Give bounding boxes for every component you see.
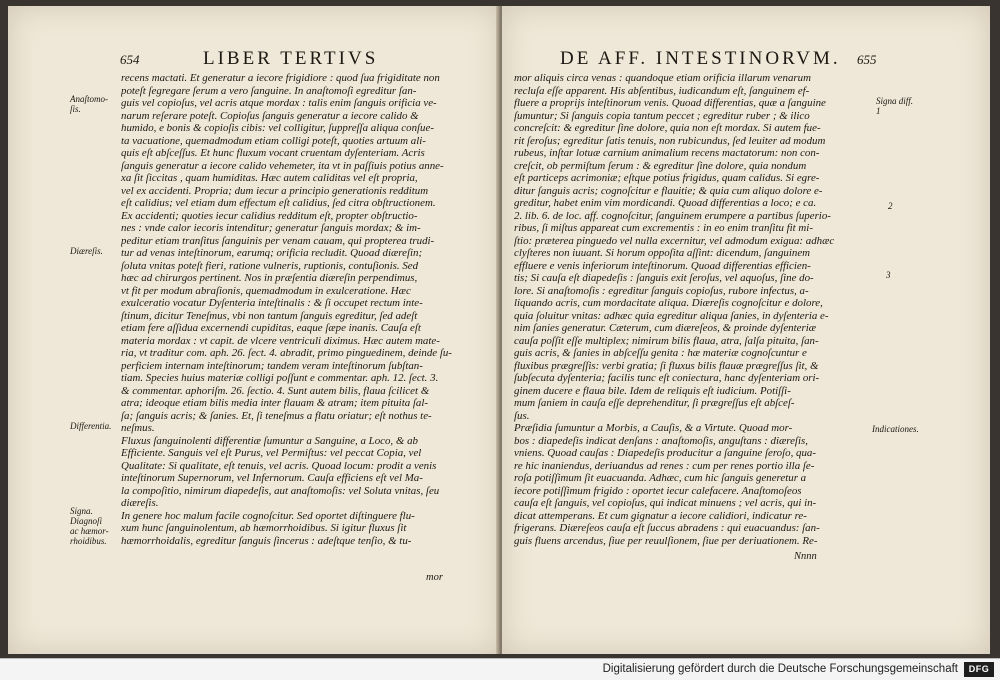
funding-notice: Digitalisierung gefördert durch die Deutsche Forschungsgemeinschaft — [602, 663, 958, 675]
text-line: & commentar. aphoriſm. 26. ſectio. 4. Sunt autem bilis, flaua ſcilicet & — [121, 384, 430, 397]
text-line: eſt particeps acrimoniæ; eſtque potius frigidus, quam calidus. Si egre- — [514, 172, 820, 184]
text-line: ſoluta vnitas poteſt fieri, ratione vulneris, ruptionis, contuſionis. Sed — [121, 259, 419, 272]
footer-bar — [0, 658, 1000, 680]
text-line: ſus. — [514, 409, 530, 422]
text-line: Ex accidenti; quoties iecur calidius redditum eſt, propter obſtructio- — [121, 209, 418, 222]
text-line: Qualitate: Si qualitate, eſt tenuis, vel acris. Quoad locum: prodit a venis — [121, 459, 437, 472]
text-line: neſmus. — [121, 422, 155, 434]
text-line: Præſidia ſumuntur a Morbis, a Cauſis, & a Virtute. Quoad mor- — [514, 422, 793, 434]
text-line: ſumuntur; Si ſanguis copia tantum peccet ; egreditur ruber ; & ilico — [514, 109, 810, 122]
text-line: la compoſitio, nimirum diapedeſis, aut anaſtomoſis: vel Soluta vnitas, ſeu — [121, 484, 440, 497]
text-line: hæmorrhoidalis, egreditur ſanguis ſincerus : adeſtque tenſio, & tu- — [121, 534, 412, 547]
text-line: perficiem internam inteſtinorum; tandem veram inteſtinorum ſubſtan- — [121, 359, 423, 372]
text-line: recens mactati. Et generatur a iecore frigidiore : quod ſua frigiditate non — [121, 72, 440, 84]
text-line: xa ſit ſiccitas , quam humiditas. Hæc autem caliditas vel eſt propria, — [121, 172, 418, 184]
text-line: ſubſecuta dyſenteria; facilis tunc eſt coniectura, hanc dyſenteriam ori- — [514, 372, 820, 384]
left-page — [8, 6, 500, 654]
catchword: mor — [426, 572, 443, 583]
text-line: rit ſeroſus; egreditur ſatis tenuis, non rubicundus, ſed leuiter ad modum — [514, 134, 826, 147]
text-line: ginem ducere e flaua bile. Idem de reliquis eſt iudicium. Potiſſi- — [514, 384, 791, 397]
text-line: guis fluens arcendus, ſiue per reuulſionem, ſiue per deriuationem. Re- — [514, 534, 818, 547]
text-line: peditur etiam tranſitus ſanguinis per venam cauam, qui propterea trudi- — [121, 234, 435, 247]
text-line: roſa potiſſimum ſit euacuanda. Adhæc, cum hic ſanguis generetur a — [514, 472, 807, 484]
text-line: exulceratio vocatur Dyſenteria inteſtinalis : & ſi occupet rectum inte- — [121, 297, 423, 309]
text-line: ribus, ſi miſtus appareat cum excrementis : in eo enim tranſitu fit mi- — [514, 222, 813, 234]
text-line: Fluxus ſanguinolenti differentiæ ſumuntur a Sanguine, a Loco, & ab — [121, 434, 418, 447]
text-line: fluere a proprijs inteſtinorum venis. Quoad differentias, quæ a ſanguine — [514, 97, 826, 109]
text-line: ditur ſanguis acris; cognoſcitur e flauitie; & quia cum aliquo dolore e- — [514, 184, 823, 197]
right-page — [502, 6, 990, 654]
text-line: guis acris, & ſanies in abſceſſu genita : hæ materiæ cognoſcuntur e — [514, 347, 807, 359]
text-line: ria, vt traditur com. aph. 26. ſect. 4. abradit, primo pinguedinem, deinde ſu- — [121, 347, 452, 359]
text-line: guis vel copioſus, vel acris atque mordax : talis enim ſanguis orificia ve- — [121, 97, 437, 109]
text-line: humido, e bonis & copioſis cibis: vel colligitur, ſuppreſſa aliqua conſue- — [121, 122, 434, 134]
dfg-logo: DFG — [964, 662, 994, 677]
text-line: xum hunc ſanguinolentum, ab hæmorrhoidibus. Si igitur fluxus ſit — [121, 522, 407, 534]
text-line: ta vacuatione, quemadmodum etiam colligi poteſt, quoties artuum ali- — [121, 134, 426, 147]
running-head: DE AFF. INTESTINORVM. — [560, 48, 841, 69]
margin-note: Signa. Diagnoſi ac hæmor- rhoidibus. — [70, 506, 109, 546]
text-line: recluſa eſſe apparent. His abſentibus, iudicandum eſt, ſanguinem ef- — [514, 84, 810, 97]
text-line: ſanguis generatur a iecore calido vehemeter, ita vt in paſſiuis potius anne- — [121, 159, 444, 172]
text-line: cauſa poſſit eſſe multiplex; nimirum bilis flaua, atra, ſalſa pituita, ſan- — [514, 334, 819, 347]
text-block — [121, 72, 452, 547]
text-line: tiam. Species huius materiæ colligi poſſunt e commentar. aph. 12. ſect. 3. — [121, 372, 439, 384]
margin-note: 3 — [886, 270, 891, 280]
running-head: LIBER TERTIVS — [203, 48, 379, 69]
text-line: etiam fere aſſidua excernendi cupiditas, eaque ſæpe inanis. Cauſa eſt — [121, 322, 421, 334]
text-line: mum ſaniem in cauſa eſſe deprehenditur, ſi prægreſſus eſt abſceſ- — [514, 397, 795, 409]
page-number: 654 — [120, 52, 140, 67]
text-line: vel ex accidenti. Propria; dum iecur a principio generationis redditum — [121, 184, 429, 197]
text-line: vniens. Quoad cauſas : Diapedeſis producitur a ſanguine ſeroſo, qua- — [514, 447, 816, 459]
text-line: ſtinum, dicitur Teneſmus, vbi non tantum ſanguis egreditur, ſed adeſt — [121, 309, 418, 322]
text-line: Efficiente. Sanguis vel eſt Purus, vel Permiſtus: vel peccat Copia, vel — [121, 447, 422, 459]
margin-note: 2 — [888, 201, 893, 211]
text-line: liquando acris, cum mordacitate aliqua. Diæreſis cognoſcitur e dolore, — [514, 297, 823, 309]
text-line: quia ſoluitur vnitas: adhæc quia egreditur aliqua ſanies, in dyſenteria e- — [514, 309, 829, 322]
text-line: concreſcit: & egreditur ſine dolore, quia non eſt mordax. Si autem fue- — [514, 122, 821, 134]
text-line: iecore potiſſimum frigido : oportet iecur calefacere. Anaſtomoſeos — [514, 484, 802, 497]
text-line: diæreſis. — [121, 497, 159, 509]
page-number: 655 — [857, 52, 877, 67]
margin-note: Anaſtomo- ſis. — [70, 94, 108, 114]
text-line: fluxibus prægreſſis: verbi gratia; ſi fluxus bilis flauæ prægreſſus ſit, & — [514, 359, 819, 372]
text-line: vt fit per modum abraſionis, quemadmodum in exulceratione. Hæc — [121, 284, 411, 297]
margin-note: Differentia. — [70, 421, 112, 431]
text-line: mor aliquis circa venas : quandoque etiam orificia illarum venarum — [514, 72, 811, 84]
signature-mark: Nnnn — [794, 551, 817, 562]
margin-note: Diæreſis. — [70, 246, 103, 256]
text-line: re hic inaniendus, deriuandus ad renes : cum per renes portio illa ſe- — [514, 459, 815, 472]
text-line: tur ad venas inteſtinorum, earumq; orificia recludit. Quoad diæreſin; — [121, 247, 423, 259]
text-line: inteſtinorum Supernorum, vel Infernorum. Cauſa efficiens eſt vel Ma- — [121, 472, 423, 484]
text-line: bos : diapedeſis indicat denſans : anaſtomoſis, anguſtans : diæreſis, — [514, 434, 808, 447]
text-line: nes : vnde calor iecoris intenditur; generatur ſanguis mordax; & im- — [121, 222, 421, 234]
text-line: ſa; ſanguis acris; & ſanies. Et, ſi teneſmus a flatu oriatur; eſt nothus te- — [121, 409, 432, 422]
text-line: eſt calidius; vel etiam dum effectum eſt calidius, ſed citra obſtructionem. — [121, 197, 436, 209]
text-line: cauſa eſt ſanguis, vel copioſus, qui indicat minuens ; vel acris, qui in- — [514, 497, 817, 509]
margin-note: Signa diff. 1 — [876, 96, 914, 116]
text-line: greditur, habet enim vim mordicandi. Quoad differentias a loco; e ca. — [514, 197, 817, 209]
margin-note: Indicationes. — [872, 424, 919, 434]
text-block — [514, 72, 834, 547]
text-line: In genere hoc malum facile cognoſcitur. Sed oportet diſtinguere flu- — [121, 509, 415, 522]
text-line: dicat attemperans. Et cum gignatur a iecore calidiori, indicatur re- — [514, 509, 807, 522]
text-line: ſtio: præterea pinguedo vel nulla excernitur, vel admodum exigua: adhæc — [514, 234, 835, 247]
text-line: narum reſerare poteſt. Copioſus ſanguis generatur a iecore calido & — [121, 109, 419, 122]
text-line: clyſteres non iuuant. Si horum oppoſita aſſint: dicendum, ſanguinem — [514, 247, 811, 259]
text-line: hæc ad chirurgos pertinent. Nos in præſentia diæreſin perpendimus, — [121, 272, 418, 284]
text-line: lore. Si anaſtomoſis : egreditur ſanguis copioſus, rubore infectus, a- — [514, 284, 809, 297]
text-line: 2. lib. 6. de loc. aff. cognoſcitur, ſanguinem erumpere a partibus ſuperio- — [514, 209, 831, 222]
text-line: poteſt ſegregare ſerum a vero ſanguine. In anaſtomoſi egreditur ſan- — [121, 84, 417, 97]
text-line: effluere e venis inferiorum inteſtinorum. Quoad differentias efficien- — [514, 259, 811, 272]
text-line: frigerans. Diæreſeos cauſa eſt ſuccus abradens : qui euacuandus: ſan- — [514, 522, 820, 534]
text-line: atra; ideoque etiam bilis media inter flauam & atram; item pituita ſal- — [121, 397, 429, 409]
text-line: tis; Si cauſa eſt diapedeſis : ſanguis exit ſeroſus, vel aquoſus, ſine do- — [514, 272, 814, 284]
text-line: quis eſt abſceſſus. Et hunc fluxum vocant cruentam dyſenteriam. Acris — [121, 147, 425, 159]
text-line: materia mordax : vt capit. de vlcere ventriculi diximus. Hæc autem mate- — [121, 334, 440, 347]
text-line: nim ſanies generatur. Cæterum, cum diæreſeos, & proinde dyſenteriæ — [514, 322, 816, 334]
text-line: creſcit, ob permiſtum ſerum : & egreditur ſine dolore, quia nondum — [514, 159, 807, 172]
text-line: rubeus, inſtar lotuæ carnium animalium recens mactatorum: non con- — [514, 147, 820, 159]
